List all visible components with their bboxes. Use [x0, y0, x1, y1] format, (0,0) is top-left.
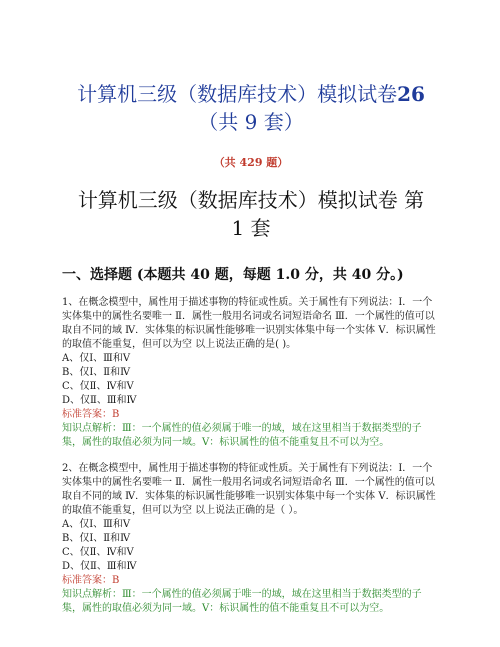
- standard-answer: 标准答案：B: [62, 575, 120, 586]
- question-1: [62, 296, 440, 450]
- question-stem: 2、在概念模型中，属性用于描述事物的特征或性质。关于属性有下列说法：Ⅰ．一个实体集中的属性名要唯一 Ⅱ．属性一般用名词或名词短语命名 Ⅲ．一个属性的值可以取自不同的域 Ⅳ．实体集的标识属性能够唯一识别实体集中每一个实体 Ⅴ．标识属性的取值不能重复，但可以为空 以上说法正确的是（ ）。: [62, 463, 436, 516]
- question-2: [62, 462, 440, 616]
- option-c: C、仅Ⅱ、Ⅳ和Ⅴ: [62, 547, 134, 558]
- option-a: A、仅Ⅰ、Ⅲ和Ⅴ: [62, 353, 131, 364]
- option-a: A、仅Ⅰ、Ⅲ和Ⅴ: [62, 519, 131, 530]
- option-d: D、仅Ⅱ、Ⅲ和Ⅳ: [62, 561, 137, 572]
- option-b: B、仅Ⅰ、Ⅱ和Ⅳ: [62, 367, 131, 378]
- question-count: （共 429 题）: [213, 156, 289, 169]
- exam-subtitle: [62, 186, 440, 242]
- subtitle-text: 计算机三级（数据库技术）模拟试卷 第: [77, 188, 425, 212]
- title-text: 计算机三级（数据库技术）模拟试卷: [77, 82, 398, 106]
- title-number: 26: [397, 82, 425, 106]
- standard-answer: 标准答案：B: [62, 409, 120, 420]
- section-heading: 一、选择题 (本题共 40 题，每题 1.0 分，共 40 分。): [62, 267, 404, 283]
- document-title: [62, 0, 440, 136]
- option-d: D、仅Ⅱ、Ⅲ和Ⅳ: [62, 395, 137, 406]
- answer-analysis: 知识点解析：Ⅲ：一个属性的值必须属于唯一的域，域在这里相当于数据类型的子集，属性的取值必须为同一域。Ⅴ：标识属性的值不能重复且不可以为空。: [62, 423, 422, 448]
- title-set-count: （共 9 套）: [198, 110, 304, 134]
- subtitle-set-number: 1 套: [231, 216, 271, 240]
- question-stem: 1、在概念模型中，属性用于描述事物的特征或性质。关于属性有下列说法：Ⅰ．一个实体集中的属性名要唯一 Ⅱ．属性一般用名词或名词短语命名 Ⅲ．一个属性的值可以取自不同的域 Ⅳ．实体集的标识属性能够唯一识别实体集中每一个实体 Ⅴ．标识属性的取值不能重复，但可以为空 以上说法正确的是( )。: [62, 297, 436, 350]
- option-c: C、仅Ⅱ、Ⅳ和Ⅴ: [62, 381, 134, 392]
- answer-analysis: 知识点解析：Ⅲ：一个属性的值必须属于唯一的域，域在这里相当于数据类型的子集，属性的取值必须为同一域。Ⅴ：标识属性的值不能重复且不可以为空。: [62, 589, 422, 614]
- option-b: B、仅Ⅰ、Ⅱ和Ⅳ: [62, 533, 131, 544]
